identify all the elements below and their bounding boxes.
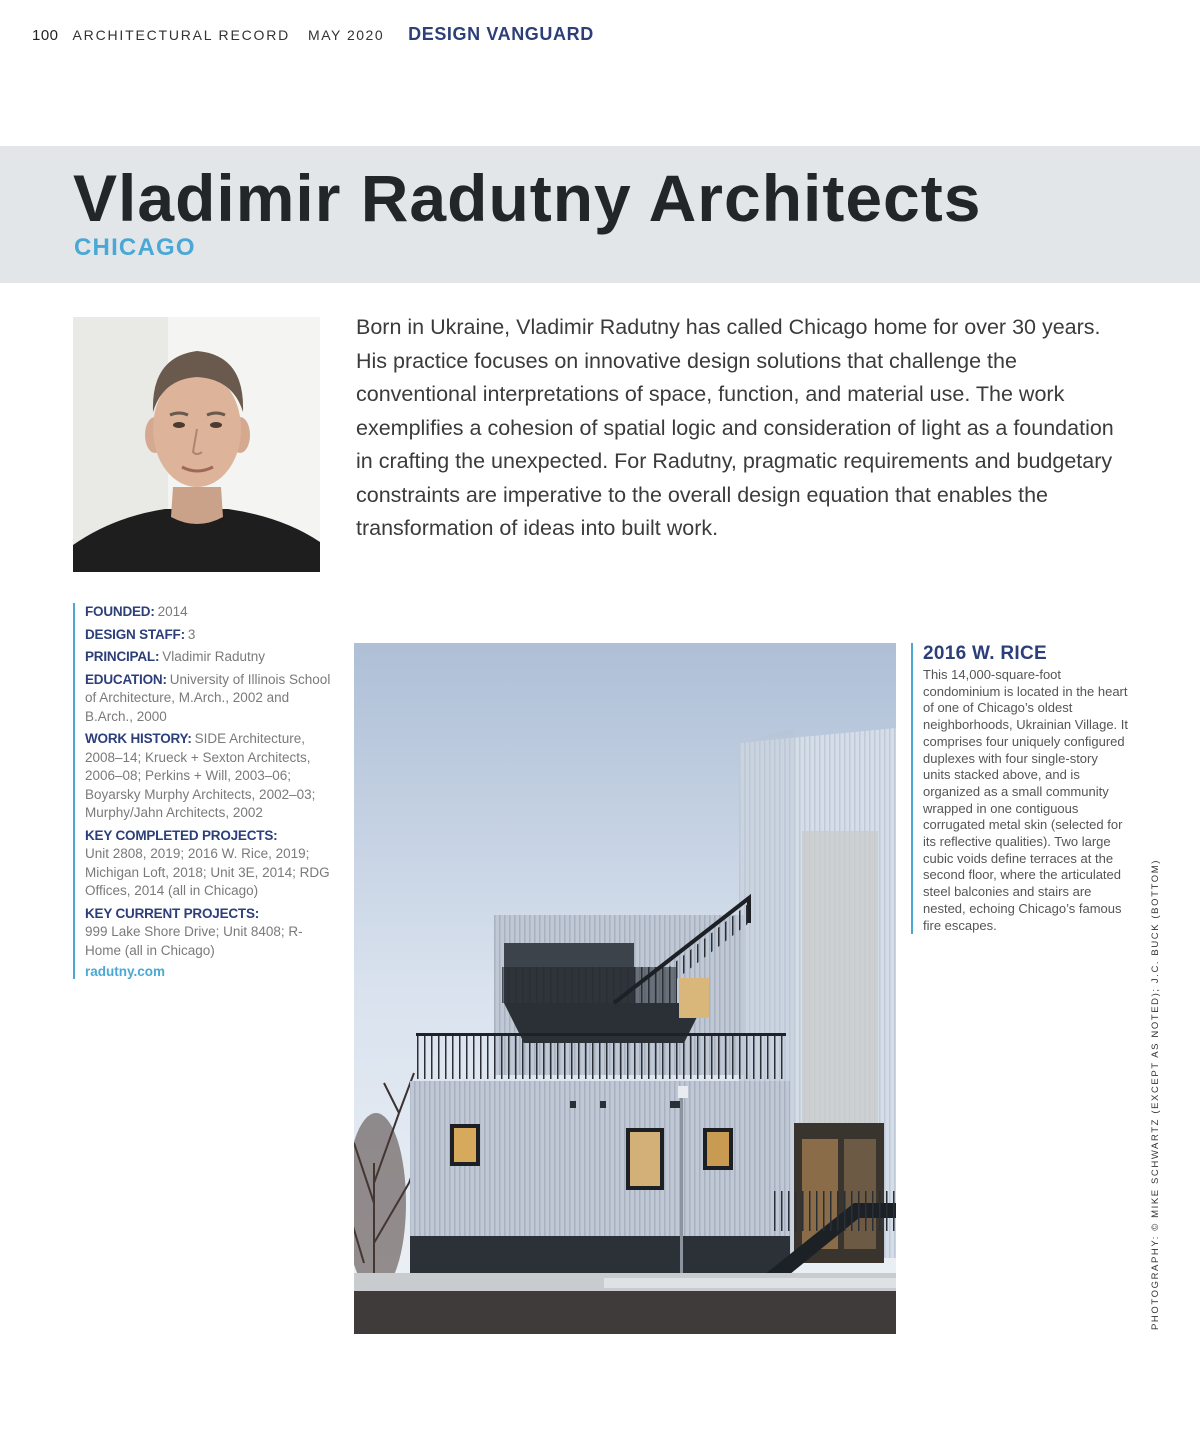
fact-work-history — [85, 730, 335, 823]
fact-key-completed-projects — [85, 827, 335, 901]
portrait-photo — [73, 317, 320, 572]
title-band — [0, 146, 1200, 283]
photo-caption — [911, 643, 1128, 934]
magazine-name: ARCHITECTURAL RECORD — [72, 27, 291, 43]
fact-value: University of Illinois School of Architecture, M.Arch., 2002 and B.Arch., 2000 — [85, 671, 331, 724]
fact-label: PRINCIPAL: — [85, 649, 160, 664]
fact-label: KEY COMPLETED PROJECTS: — [85, 827, 278, 843]
fact-education — [85, 671, 335, 727]
photo-credit: PHOTOGRAPHY: © MIKE SCHWARTZ (EXCEPT AS NOTED); J.C. BUCK (BOTTOM) — [1150, 858, 1161, 1330]
fact-sheet — [73, 603, 335, 979]
fact-label: WORK HISTORY: — [85, 731, 192, 746]
fact-label: DESIGN STAFF: — [85, 626, 185, 642]
section-title: DESIGN VANGUARD — [408, 24, 594, 44]
fact-key-current-projects — [85, 905, 335, 961]
fact-value: 2014 — [157, 604, 188, 619]
website-link[interactable]: radutny.com — [85, 964, 166, 979]
fact-label: EDUCATION: — [85, 671, 167, 687]
fact-value: Unit 2808, 2019; 2016 W. Rice, 2019; Michigan Loft, 2018; Unit 3E, 2014; RDG Offices, 2014 (all in Chicago) — [85, 846, 330, 898]
fact-label: KEY CURRENT PROJECTS: — [85, 905, 260, 921]
fact-value: 3 — [187, 626, 196, 642]
firm-name: Vladimir Radutny Architects — [73, 161, 982, 235]
project-photo — [354, 643, 896, 1334]
fact-label: FOUNDED: — [85, 604, 155, 619]
fact-value: 999 Lake Shore Drive; Unit 8408; R-Home (all in Chicago) — [85, 924, 303, 958]
fact-value: SIDE Architecture, 2008–14; Krueck + Sexton Architects, 2006–08; Perkins + Will, 2003–06; Boyarsky Murphy Architects, 2002–03; Murphy/Jahn Architects, 2002 — [85, 731, 316, 820]
issue-date: MAY 2020 — [308, 27, 385, 43]
page-number: 100 — [32, 27, 59, 44]
fact-value: Vladimir Radutny — [162, 649, 266, 664]
fact-founded — [85, 603, 335, 622]
fact-design-staff — [85, 626, 335, 645]
intro-paragraph: Born in Ukraine, Vladimir Radutny has called Chicago home for over 30 years. His practice focuses on innovative design solutions that challenge the conventional interpretations of space, function, and material use. The work exemplifies a cohesion of spatial logic and consideration of light as a foundation in crafting the unexpected. For Radutny, pragmatic requirements and budgetary constraints are imperative to the overall design equation that enables the transformation of ideas into built work. — [356, 315, 1114, 540]
fact-principal — [85, 648, 335, 667]
firm-city: CHICAGO — [74, 234, 196, 261]
caption-text: This 14,000-square-foot condominium is located in the heart of one of Chicago’s oldest neighborhoods, Ukrainian Village. It comprises four uniquely configured duplexes with four single-story units stacked above, and is organized as a small community wrapped in one contiguous corrugated metal skin (selected for its reflective qualities). Two large cubic voids define terraces at the second floor, where the articulated steel balconies and stairs are nested, echoing Chicago’s famous fire escapes. — [923, 667, 1129, 933]
caption-title: 2016 W. RICE — [923, 643, 1047, 664]
running-header — [32, 24, 594, 45]
